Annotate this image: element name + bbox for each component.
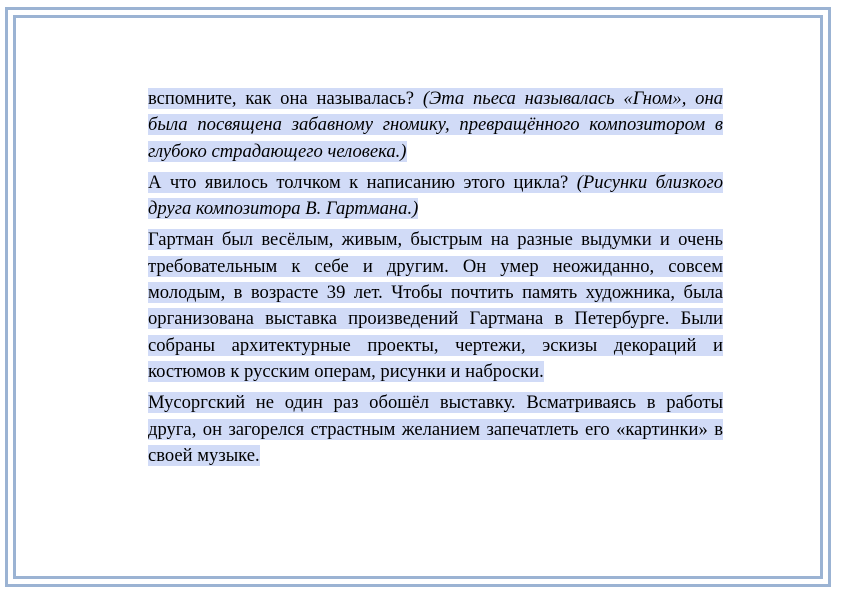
- highlight-span: [148, 172, 723, 219]
- answer-text: (Эта пьеса называлась «Гном», она была посвящена забавному гномику, превращённого композитором в глубоко страдающего человека.): [148, 88, 723, 162]
- paragraph-mussorgsky: [148, 390, 723, 469]
- question-text: А что явилось толчком к написанию этого цикла?: [148, 171, 569, 193]
- paragraph-hartmann: [148, 227, 723, 385]
- text-block: [148, 86, 723, 469]
- highlight-span: [148, 392, 723, 466]
- paragraph-gnome-question: [148, 86, 723, 165]
- body-text: Гартман был весёлым, живым, быстрым на разные выдумки и очень требовательным к себе и другим. Он умер неожиданно, совсем молодым, в возрасте 39 лет. Чтобы почтить память художника, была организована выставка произведений Гартмана в Петербурге. Были собраны архитектурные проекты, чертежи, эскизы декораций и костюмов к русским операм, рисунки и наброски.: [148, 229, 723, 382]
- paragraph-cycle-question: [148, 170, 723, 223]
- question-text: вспомните, как она называлась?: [148, 88, 415, 109]
- answer-text: (Рисунки близкого друга композитора В. Гартмана.): [148, 171, 724, 220]
- highlight-span: [148, 229, 723, 381]
- body-text: Мусоргский не один раз обошёл выставку. Всматриваясь в работы друга, он загорелся страстным желанием запечатлеть его «картинки» в своей музыке.: [148, 392, 723, 466]
- highlight-span: [148, 88, 723, 162]
